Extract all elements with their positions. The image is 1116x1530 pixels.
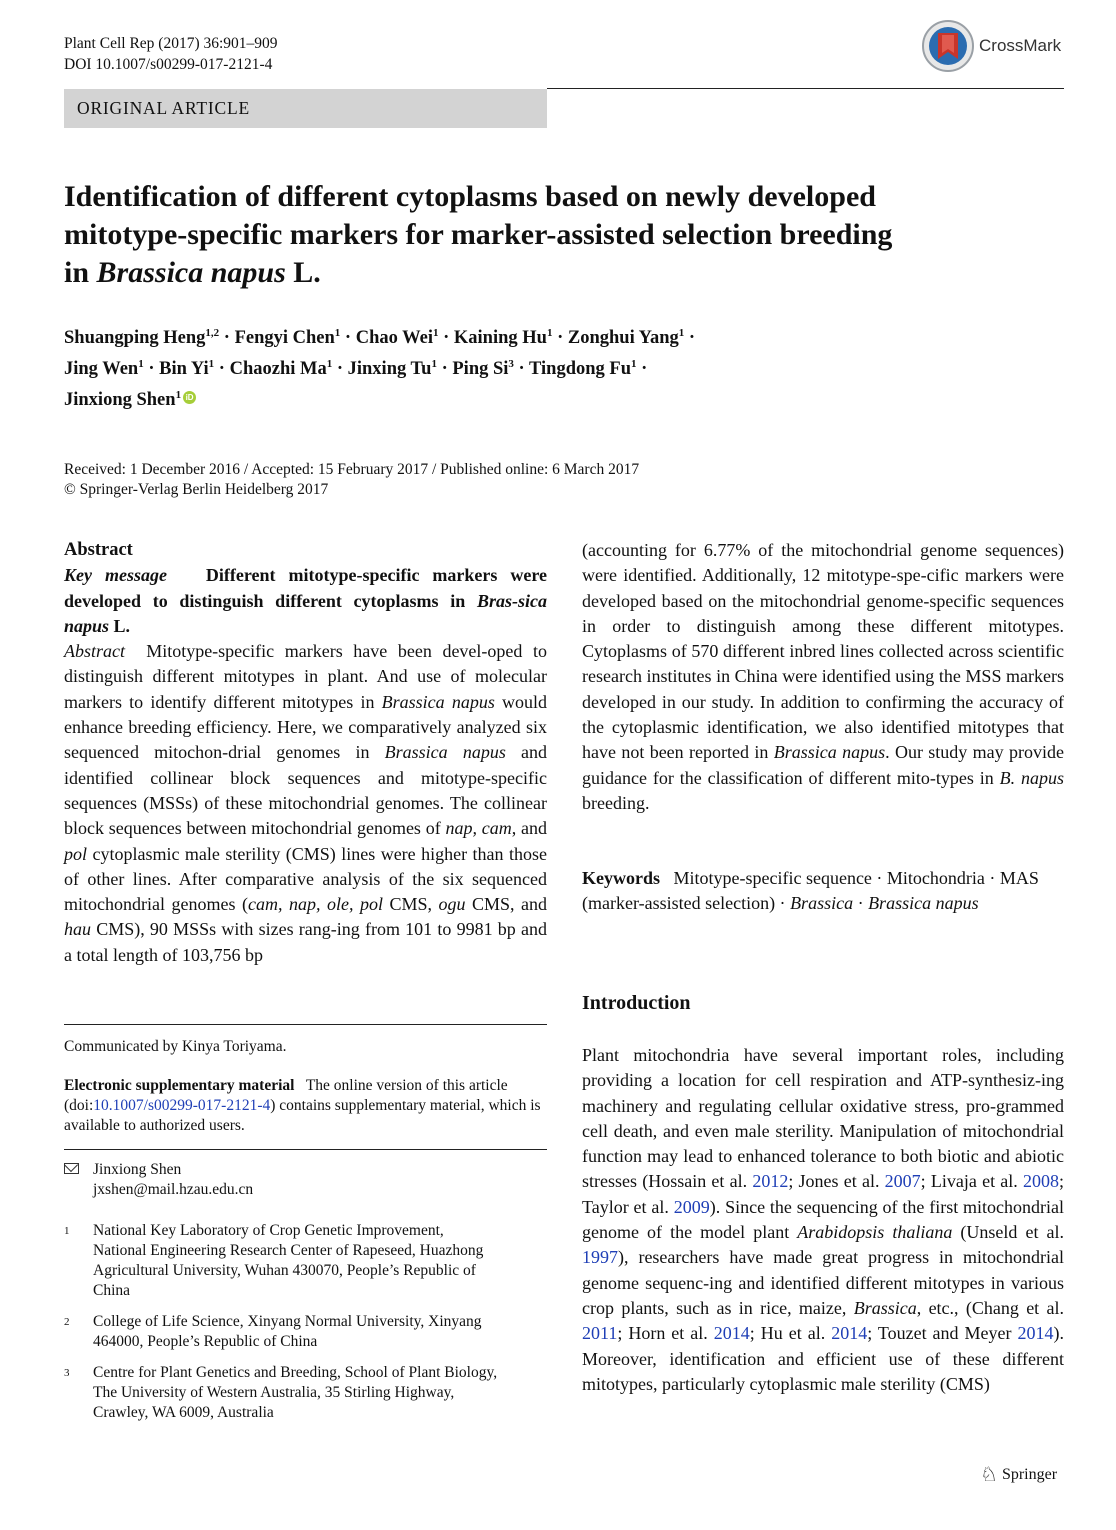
esm-doi-link[interactable]: 10.1007/s00299-017-2121-4 xyxy=(93,1097,271,1114)
introduction-heading: Introduction xyxy=(582,992,691,1014)
citation-link[interactable]: 2014 xyxy=(713,1323,750,1344)
author-name[interactable]: Jinxiong Shen xyxy=(64,390,176,411)
author-name[interactable]: Chao Wei xyxy=(355,328,433,349)
orcid-icon[interactable]: iD xyxy=(183,391,196,404)
keywords: Keywords Mitotype-specific sequence · Mitochondria · MAS (marker-assisted selection) · Brassica · Brassica napus xyxy=(582,868,1039,914)
journal-line: Plant Cell Rep (2017) 36:901–909 xyxy=(64,35,278,52)
author-name[interactable]: Tingdong Fu xyxy=(529,359,631,380)
author-name[interactable]: Ping Si xyxy=(452,359,509,380)
author-name[interactable]: Shuangping Heng xyxy=(64,328,206,349)
title-line-1: Identification of different cytoplasms based on newly developed xyxy=(64,180,876,213)
publication-dates xyxy=(64,460,864,500)
abstract-section xyxy=(64,538,547,968)
author-name[interactable]: Zonghui Yang xyxy=(567,328,679,349)
citation-link[interactable]: 2014 xyxy=(831,1323,868,1344)
title-line-2: mitotype-specific markers for marker-assisted selection breeding xyxy=(64,218,893,251)
doi-line: DOI 10.1007/s00299-017-2121-4 xyxy=(64,56,273,73)
citation-link[interactable]: 2014 xyxy=(1017,1323,1054,1344)
author-name[interactable]: Chaozhi Ma xyxy=(229,359,327,380)
author-name[interactable]: Fengyi Chen xyxy=(234,328,335,349)
corresponding-email[interactable]: jxshen@mail.hzau.edu.cn xyxy=(93,1181,254,1198)
header-rule xyxy=(547,88,1064,89)
citation-link[interactable]: 1997 xyxy=(582,1247,618,1268)
affiliation: 3 Centre for Plant Genetics and Breeding, School of Plant Biology, The University of Western Australia, 35 Stirling Highway, Crawley, WA 6009, Australia xyxy=(64,1364,498,1421)
springer-horse-icon: ♘ xyxy=(980,1464,998,1486)
author-name[interactable]: Jinxing Tu xyxy=(347,359,432,380)
copyright-line: © Springer-Verlag Berlin Heidelberg 2017 xyxy=(64,481,329,498)
title-line-3: in Brassica napus L. xyxy=(64,256,321,289)
affiliation: 1 National Key Laboratory of Crop Genetic Improvement, National Engineering Research Center of Rapeseed, Huazhong Agricultural University, Wuhan 430070, People’s Republic of China xyxy=(64,1222,484,1299)
envelope-icon xyxy=(64,1163,79,1174)
abstract-continued: (accounting for 6.77% of the mitochondrial genome sequences) were identified. Additionally, 12 mitotype-spe-cific markers were developed based on the mitochondrial genome-specific sequences in order to distinguish among these different mitotypes. Cytoplasms of 570 different inbred lines collected across scientific research institutes in China were identified using the MSS markers developed in our study. In addition to confirming the accuracy of the cytoplasmic identification, we also identified mitotypes that have not been reported in Brassica napus. Our study may provide guidance for the classification of different mito-types in B. napus breeding. xyxy=(582,540,1064,813)
citation-link[interactable]: 2009 xyxy=(673,1196,710,1217)
esm-note: Electronic supplementary material The online version of this article (doi:10.1007/s00299-017-2121-4) contains supplementary material, which is available to authorized users. xyxy=(64,1077,541,1134)
abstract-heading: Abstract xyxy=(64,540,133,560)
author-list: Shuangping Heng$^{1,2}$ · Fengyi Chen$^1$ · Chao Wei$^1$ · Kaining $Hu^1$ · Zonghui Yang$^1$ · Jing Wen$^1$ · Bin $Yi^1$ · Chaozhi $Ma^1$ · Jinxing $Tu^1$ · Ping $Si^3$ · Tingdong $Fu^1$ · Jinxiong Shen$^1$ iD xyxy=(64,327,696,411)
publisher-name: Springer xyxy=(1001,1465,1058,1483)
citation-link[interactable]: 2008 xyxy=(1022,1171,1059,1192)
author-name[interactable]: Kaining Hu xyxy=(453,328,547,349)
citation-link[interactable]: 2012 xyxy=(752,1171,789,1192)
key-message: Key message Different mitotype-specific markers were developed to distinguish different cytoplasms in Bras-sica napus L. xyxy=(64,565,547,636)
crossmark-label: CrossMark xyxy=(979,36,1062,55)
affiliation: 2 College of Life Science, Xinyang Normal University, Xinyang 464000, People’s Republic of China xyxy=(64,1313,482,1350)
paper-title xyxy=(64,178,1024,292)
citation-link[interactable]: 2011 xyxy=(582,1323,618,1344)
introduction-body: Plant mitochondria have several important roles, including providing a location for cell respiration and ATP-synthesiz-ing machinery and regulating cellular oxidative stress, pro-grammed cell death, and even male sterility. Manipulation of mitochondrial function may lead to enhanced tolerance to both biotic and abiotic stresses (Hossain et al. 2012; Jones et al. 2007; Livaja et al. 2008; Taylor et al. 2009). Since the sequencing of the first mitochondrial genome of the model plant Arabidopsis thaliana (Unseld et al. 1997), researchers have made great progress in mitochondrial genome sequenc-ing and identified different mitotypes in various crop plants, such as in rice, maize, Brassica, etc., (Chang et al. 2011; Horn et al. 2014; Hu et al. 2014; Touzet and Meyer 2014). Moreover, identification and efficient use of these different mitotypes, particularly cytoplasmic male sterility (CMS) xyxy=(582,1045,1065,1394)
communicated-by: Communicated by Kinya Toriyama. xyxy=(64,1038,287,1055)
crossmark-icon xyxy=(921,19,975,73)
article-type-banner: ORIGINAL ARTICLE xyxy=(64,89,547,128)
footnote-rule xyxy=(64,1149,547,1150)
citation-link[interactable]: 2007 xyxy=(884,1171,921,1192)
corresponding-name: Jinxiong Shen xyxy=(93,1161,182,1178)
footnote-rule xyxy=(64,1024,547,1025)
crossmark-badge[interactable] xyxy=(921,18,1071,74)
corresponding-author xyxy=(64,1160,547,1200)
author-name[interactable]: Jing Wen xyxy=(64,359,139,380)
publisher-logo xyxy=(980,1462,1057,1487)
dates-line: Received: 1 December 2016 / Accepted: 15 February 2017 / Published online: 6 March 2017 xyxy=(64,461,640,478)
abstract-body: Abstract Mitotype-specific markers have been devel-oped to distinguish different mitotypes in plant. And use of molecular markers to identify different mitotypes in Brassica napus would enhance breeding efficiency. Here, we comparatively analyzed six sequenced mitochon-drial genomes in Brassica napus and identified collinear block sequences and mitotype-specific sequences (MSSs) of these mitochondrial genomes. The collinear block sequences between mitochondrial genomes of nap, cam, and pol cytoplasmic male sterility (CMS) lines were higher than those of other lines. After comparative analysis of the six sequenced mitochondrial genomes (cam, nap, ole, pol CMS, ogu CMS, and hau CMS), 90 MSSs with sizes rang-ing from 101 to 9981 bp and a total length of 103,756 bp xyxy=(64,641,547,965)
journal-citation xyxy=(64,33,278,75)
author-name[interactable]: Bin Yi xyxy=(159,359,209,380)
